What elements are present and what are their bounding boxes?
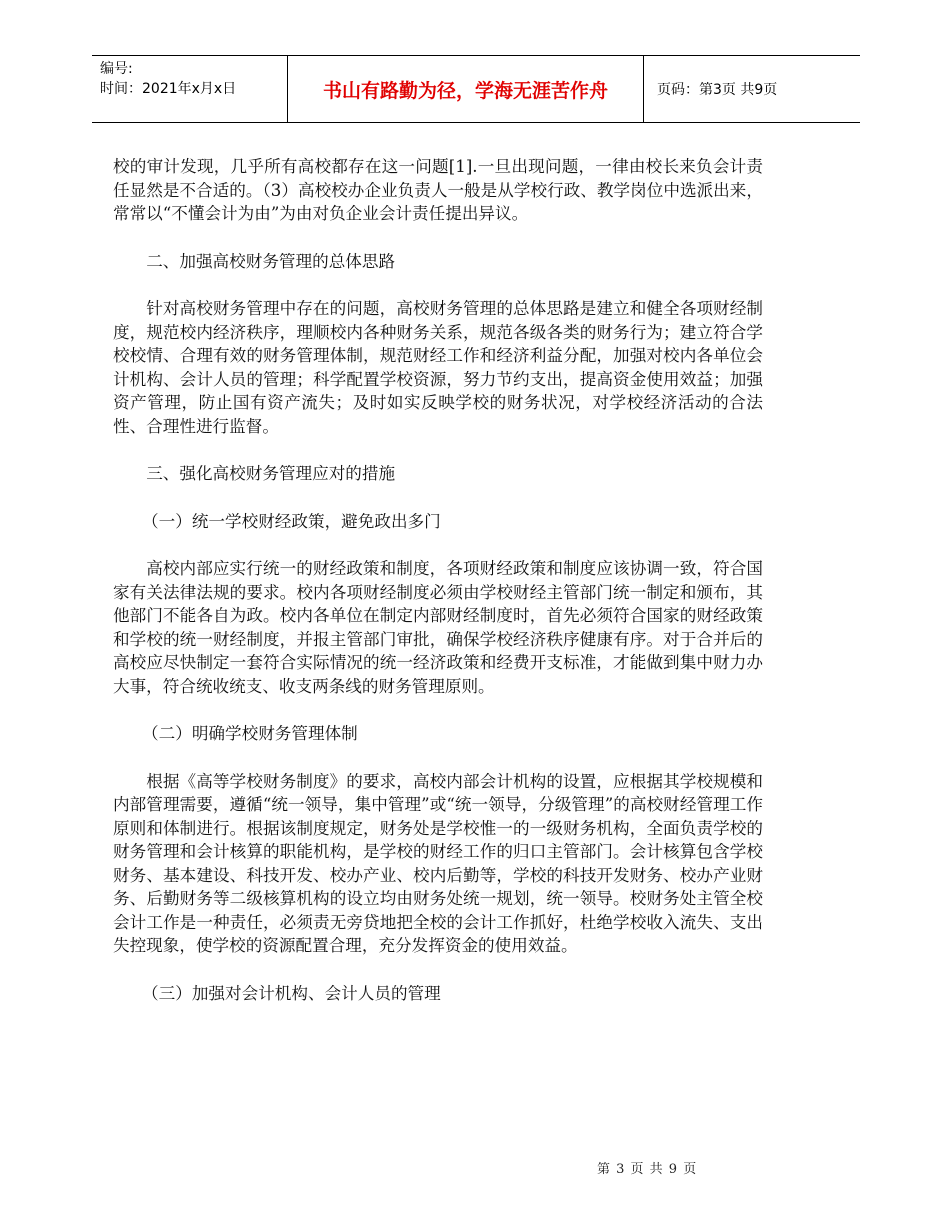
page-header <box>92 55 860 123</box>
paragraph-management-system: 根据《高等学校财务制度》的要求，高校内部会计机构的设置，应根据其学校规模和内部管理需要，遵循“统一领导，集中管理”或“统一领导，分级管理”的高校财经管理工作原则和体制进行。根据该制度规定，财务处是学校惟一的一级财务机构，全面负责学校的财务管理和会计核算的职能机构，是学校的财经工作的归口主管部门。会计核算包含学校财务、基本建设、科技开发、校办产业、校内后勤等，学校的科技开发财务、校办产业财务、后勤财务等二级核算机构的设立均由财务处统一规划，统一领导。校财务处主管全校会计工作是一种责任，必须责无旁贷地把全校的会计工作抓好，杜绝学校收入流失、支出失控现象，使学校的资源配置合理，充分发挥资金的使用效益。 <box>113 771 763 955</box>
header-meta <box>100 59 286 119</box>
paragraph-unified-policy: 高校内部应实行统一的财经政策和制度，各项财经政策和制度应该协调一致，符合国家有关法律法规的要求。校内各项财经制度必须由学校财经主管部门统一制定和颁布，其他部门不能各自为政。校内各单位在制定内部财经制度时，首先必须符合国家的财经政策和学校的统一财经制度，并报主管部门审批，确保学校经济秩序健康有序。对于合并后的高校应尽快制定一套符合实际情况的统一经济政策和经费开支标准，才能做到集中财力办大事，符合统收统支、收支两条线的财务管理原则。 <box>113 559 763 696</box>
paragraph-continued: 校的审计发现，几乎所有高校都存在这一问题[1].一旦出现问题，一律由校长来负会计责任显然是不合适的。（3）高校校办企业负责人一般是从学校行政、教学岗位中选派出来，常常以“不懂会计为由”为由对负企业会计责任提出异议。 <box>113 157 763 223</box>
paragraph-overall-approach: 针对高校财务管理中存在的问题，高校财务管理的总体思路是建立和健全各项财经制度，规范校内经济秩序，理顺校内各种财务关系，规范各级各类的财务行为；建立符合学校校情、合理有效的财务管理体制，规范财经工作和经济利益分配，加强对校内各单位会计机构、会计人员的管理；科学配置学校资源，努力节约支出，提高资金使用效益；加强资产管理，防止国有资产流失；及时如实反映学校的财务状况，对学校经济活动的合法性、合理性进行监督。 <box>113 299 763 436</box>
subsection-heading-1: （一）统一学校财经政策，避免政出多门 <box>142 511 441 531</box>
section-heading-2: 二、加强高校财务管理的总体思路 <box>146 251 396 271</box>
document-body <box>113 155 763 1005</box>
page-footer: 第 3 页 共 9 页 <box>597 1162 698 1177</box>
section-heading-3: 三、强化高校财务管理应对的措施 <box>146 464 396 483</box>
header-motto: 书山有路勤为径，学海无涯苦作舟 <box>287 56 644 122</box>
header-page-info: 页码：第3页 共9页 <box>657 82 778 98</box>
date-label: 时间：2021年x月x日 <box>100 81 237 97</box>
subsection-heading-3: （三）加强对会计机构、会计人员的管理 <box>142 983 441 1003</box>
subsection-heading-2: （二）明确学校财务管理体制 <box>142 724 358 743</box>
serial-number-label: 编号: <box>100 61 133 77</box>
